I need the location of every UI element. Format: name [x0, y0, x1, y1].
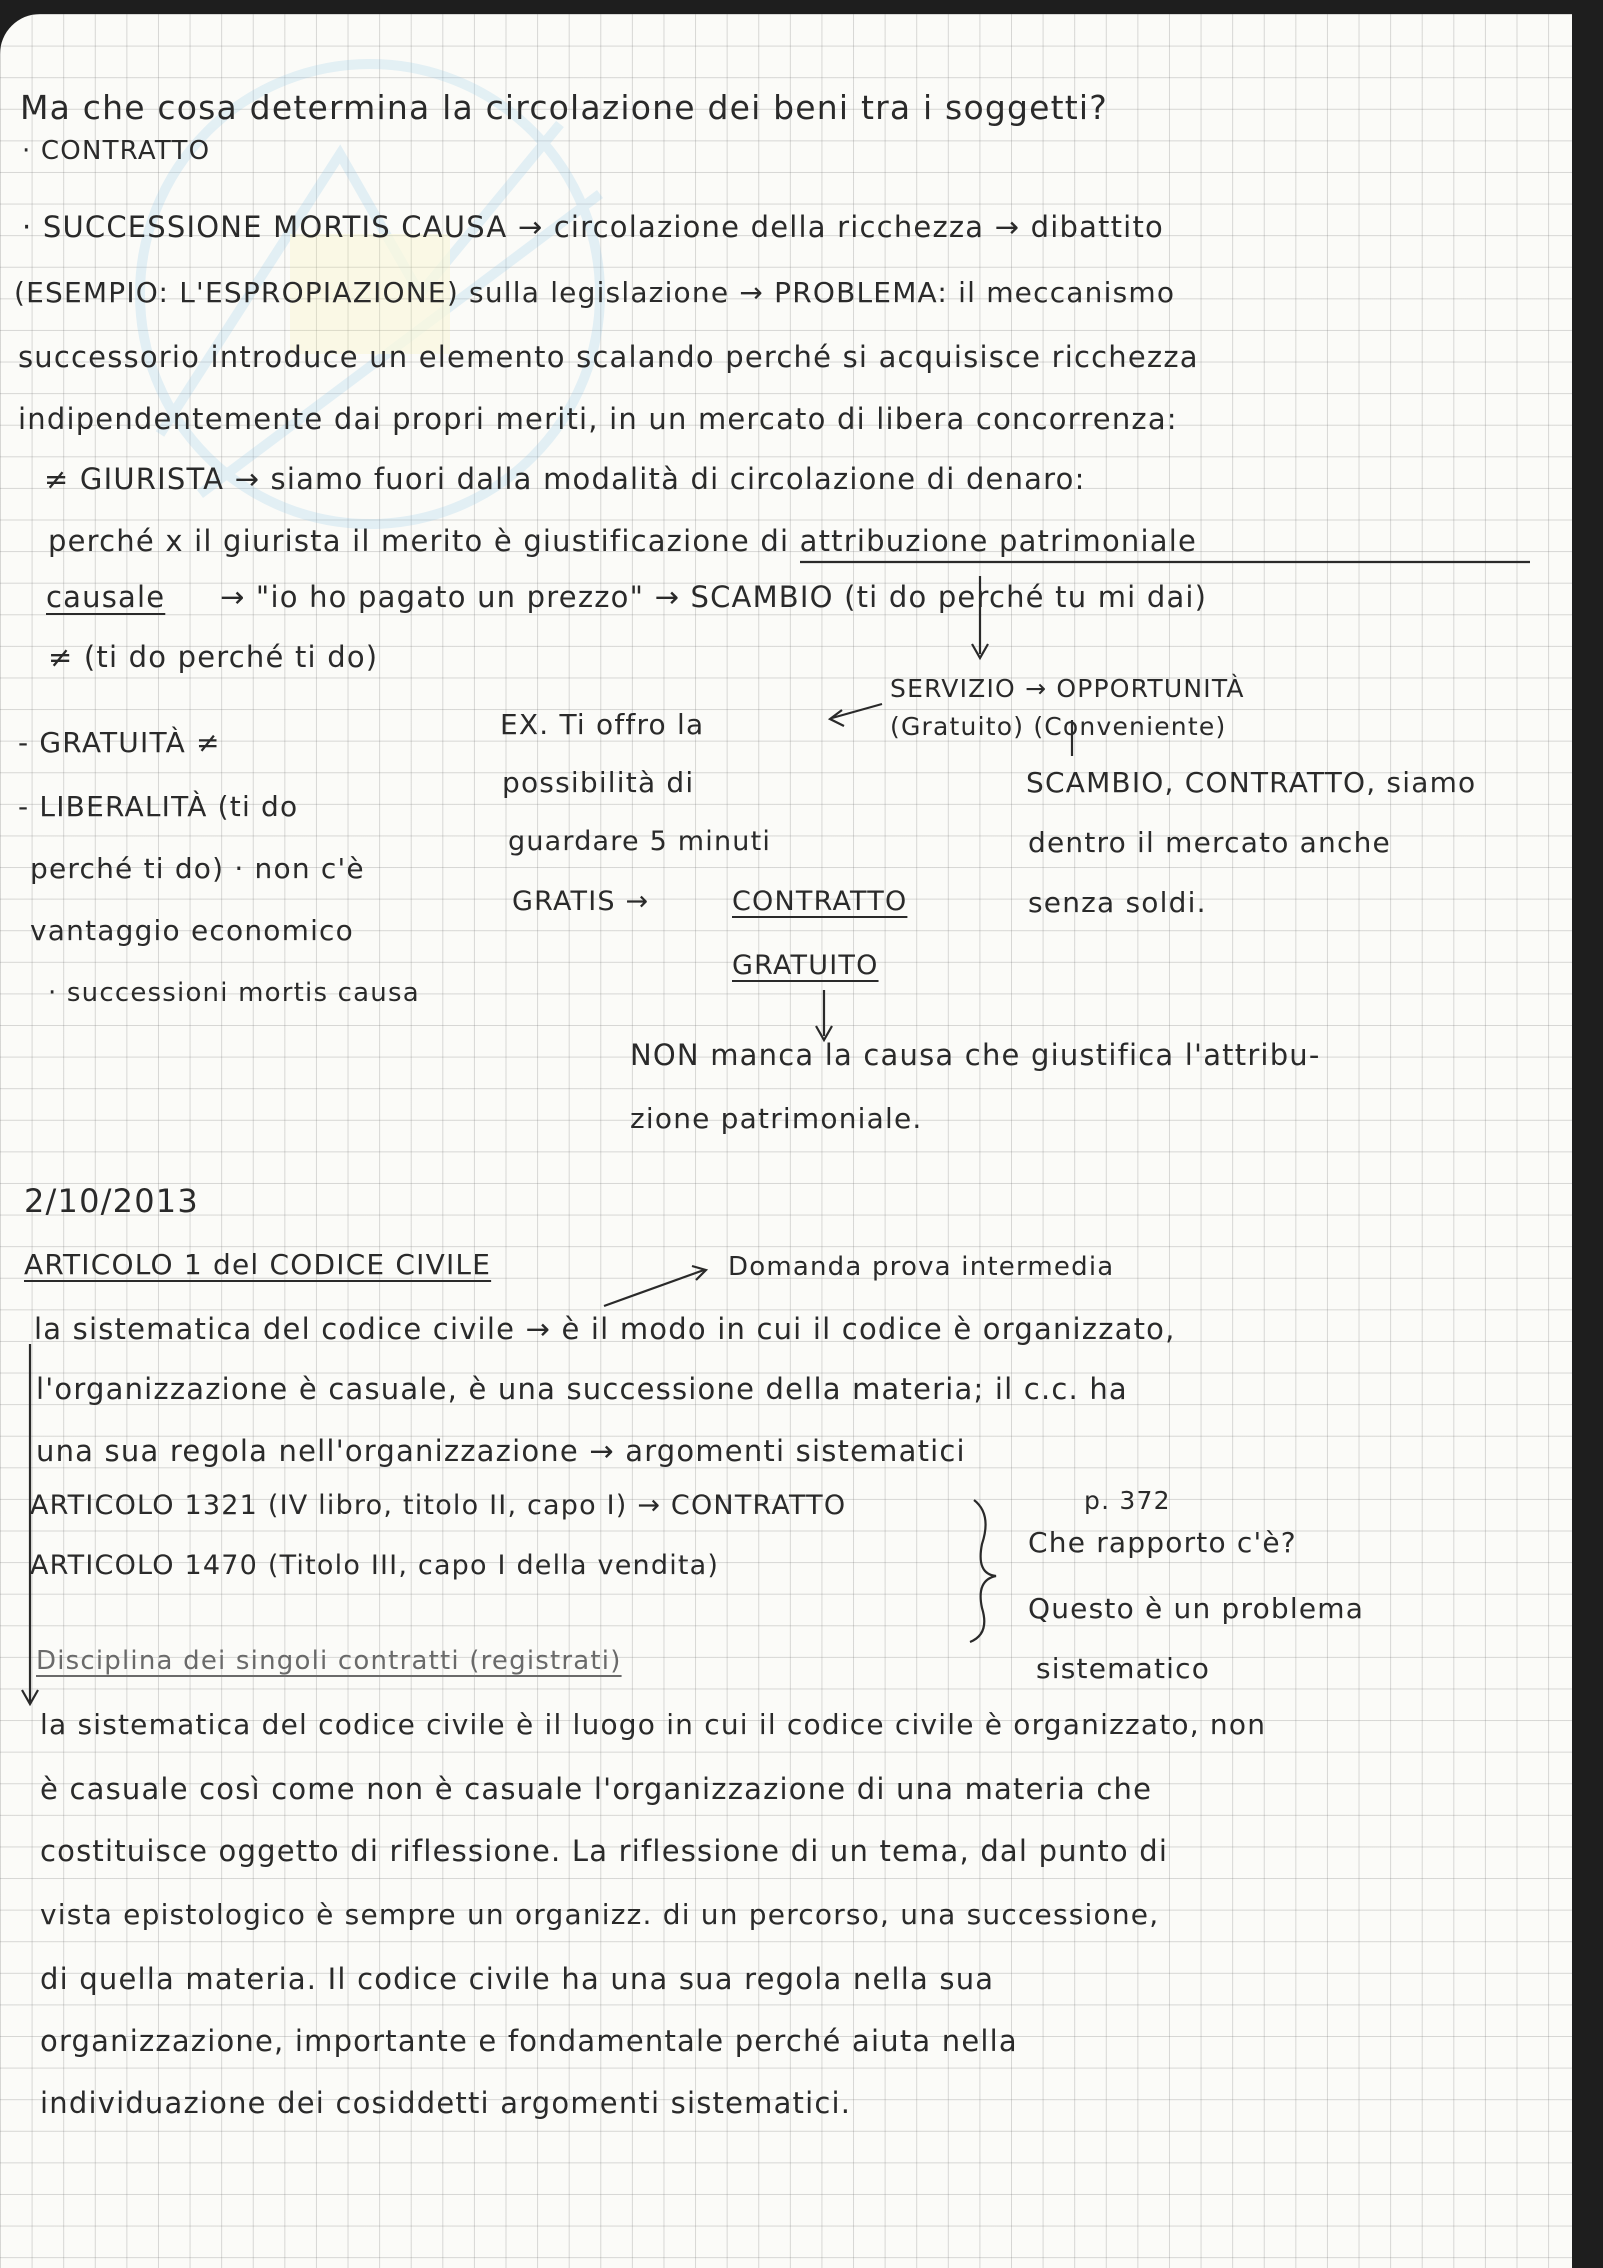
line-senza-soldi: senza soldi.: [1028, 886, 1207, 919]
line-gratuita: - GRATUITÀ ≠: [18, 726, 221, 759]
line-articolo-1470: ARTICOLO 1470 (Titolo III, capo I della vendita): [30, 1550, 720, 1581]
line-gratis: GRATIS →: [512, 886, 650, 917]
para-line-6: organizzazione, importante e fondamentale perché aiuta nella: [40, 2024, 1018, 2058]
connector-arrows: [0, 14, 1572, 2268]
para-line-2: è casuale così come non è casuale l'organizzazione di una materia che: [40, 1772, 1153, 1806]
line-non-manca: NON manca la causa che giustifica l'attribu-: [630, 1038, 1321, 1072]
line-sistematico: sistematico: [1036, 1652, 1211, 1685]
line-perche-ti-do: perché ti do) · non c'è: [30, 852, 365, 885]
line-contratto-gratuito-1: CONTRATTO: [732, 886, 908, 917]
line-zione-patrimoniale: zione patrimoniale.: [630, 1102, 923, 1135]
line-servizio: SERVIZIO → OPPORTUNITÀ: [890, 674, 1245, 703]
line-contratto: · CONTRATTO: [22, 136, 211, 166]
line-rapporto: Che rapporto c'è?: [1028, 1526, 1297, 1559]
line-contratto-gratuito-2: GRATUITO: [732, 950, 879, 981]
line-articolo-1: ARTICOLO 1 del CODICE CIVILE: [24, 1248, 492, 1281]
line-articolo-1321: ARTICOLO 1321 (IV libro, titolo II, capo I) → CONTRATTO: [30, 1490, 847, 1521]
line-question: Ma che cosa determina la circolazione dei beni tra i soggetti?: [20, 88, 1108, 127]
line-indipendentemente: indipendentemente dai propri meriti, in un mercato di libera concorrenza:: [18, 402, 1178, 436]
line-gratuito-conveniente: (Gratuito) (Conveniente): [890, 712, 1227, 741]
line-disciplina: Disciplina dei singoli contratti (registrati): [36, 1646, 622, 1676]
para-line-7: individuazione dei cosiddetti argomenti sistematici.: [40, 2086, 852, 2120]
line-sistematica: la sistematica del codice civile → è il modo in cui il codice è organizzato,: [34, 1312, 1176, 1346]
line-organizzazione: l'organizzazione è casuale, è una successione della materia; il c.c. ha: [36, 1372, 1128, 1406]
line-vantaggio: vantaggio economico: [30, 914, 354, 947]
line-liberalita: - LIBERALITÀ (ti do: [18, 790, 299, 823]
line-successioni: · successioni mortis causa: [48, 978, 420, 1008]
notebook-page: [0, 14, 1572, 2268]
para-line-3: costituisce oggetto di riflessione. La riflessione di un tema, dal punto di: [40, 1834, 1169, 1868]
para-line-4: vista epistologico è sempre un organizz. di un percorso, una successione,: [40, 1898, 1160, 1931]
para-line-5: di quella materia. Il codice civile ha una sua regola nella sua: [40, 1962, 995, 1996]
line-regola: una sua regola nell'organizzazione → argomenti sistematici: [36, 1434, 966, 1468]
line-possibilita: possibilità di: [502, 766, 695, 799]
line-scambio-contratto: SCAMBIO, CONTRATTO, siamo: [1026, 766, 1477, 799]
line-guardare: guardare 5 minuti: [508, 826, 772, 857]
line-giurista: ≠ GIURISTA → siamo fuori dalla modalità di circolazione di denaro:: [44, 462, 1086, 496]
line-problema: Questo è un problema: [1028, 1592, 1365, 1625]
para-line-1: la sistematica del codice civile è il luogo in cui il codice civile è organizzato, non: [40, 1708, 1267, 1741]
line-date: 2/10/2013: [24, 1182, 199, 1220]
line-causale: causale: [46, 580, 166, 614]
line-page-ref: p. 372: [1084, 1486, 1171, 1515]
line-scambio: → "io ho pagato un prezzo" → SCAMBIO (ti do perché tu mi dai): [220, 580, 1208, 614]
line-successorio: successorio introduce un elemento scalando perché si acquisisce ricchezza: [18, 340, 1199, 374]
line-ex: EX. Ti offro la: [500, 708, 705, 741]
line-merito: perché x il giurista il merito è giustificazione di attribuzione patrimoniale: [48, 524, 1198, 558]
line-esempio: (ESEMPIO: L'ESPROPIAZIONE) sulla legislazione → PROBLEMA: il meccanismo: [14, 276, 1176, 309]
line-successione: · SUCCESSIONE MORTIS CAUSA → circolazione della ricchezza → dibattito: [22, 210, 1164, 244]
line-ti-do: ≠ (ti do perché ti do): [48, 640, 379, 674]
line-dentro-mercato: dentro il mercato anche: [1028, 826, 1391, 859]
line-domanda: Domanda prova intermedia: [728, 1252, 1115, 1282]
